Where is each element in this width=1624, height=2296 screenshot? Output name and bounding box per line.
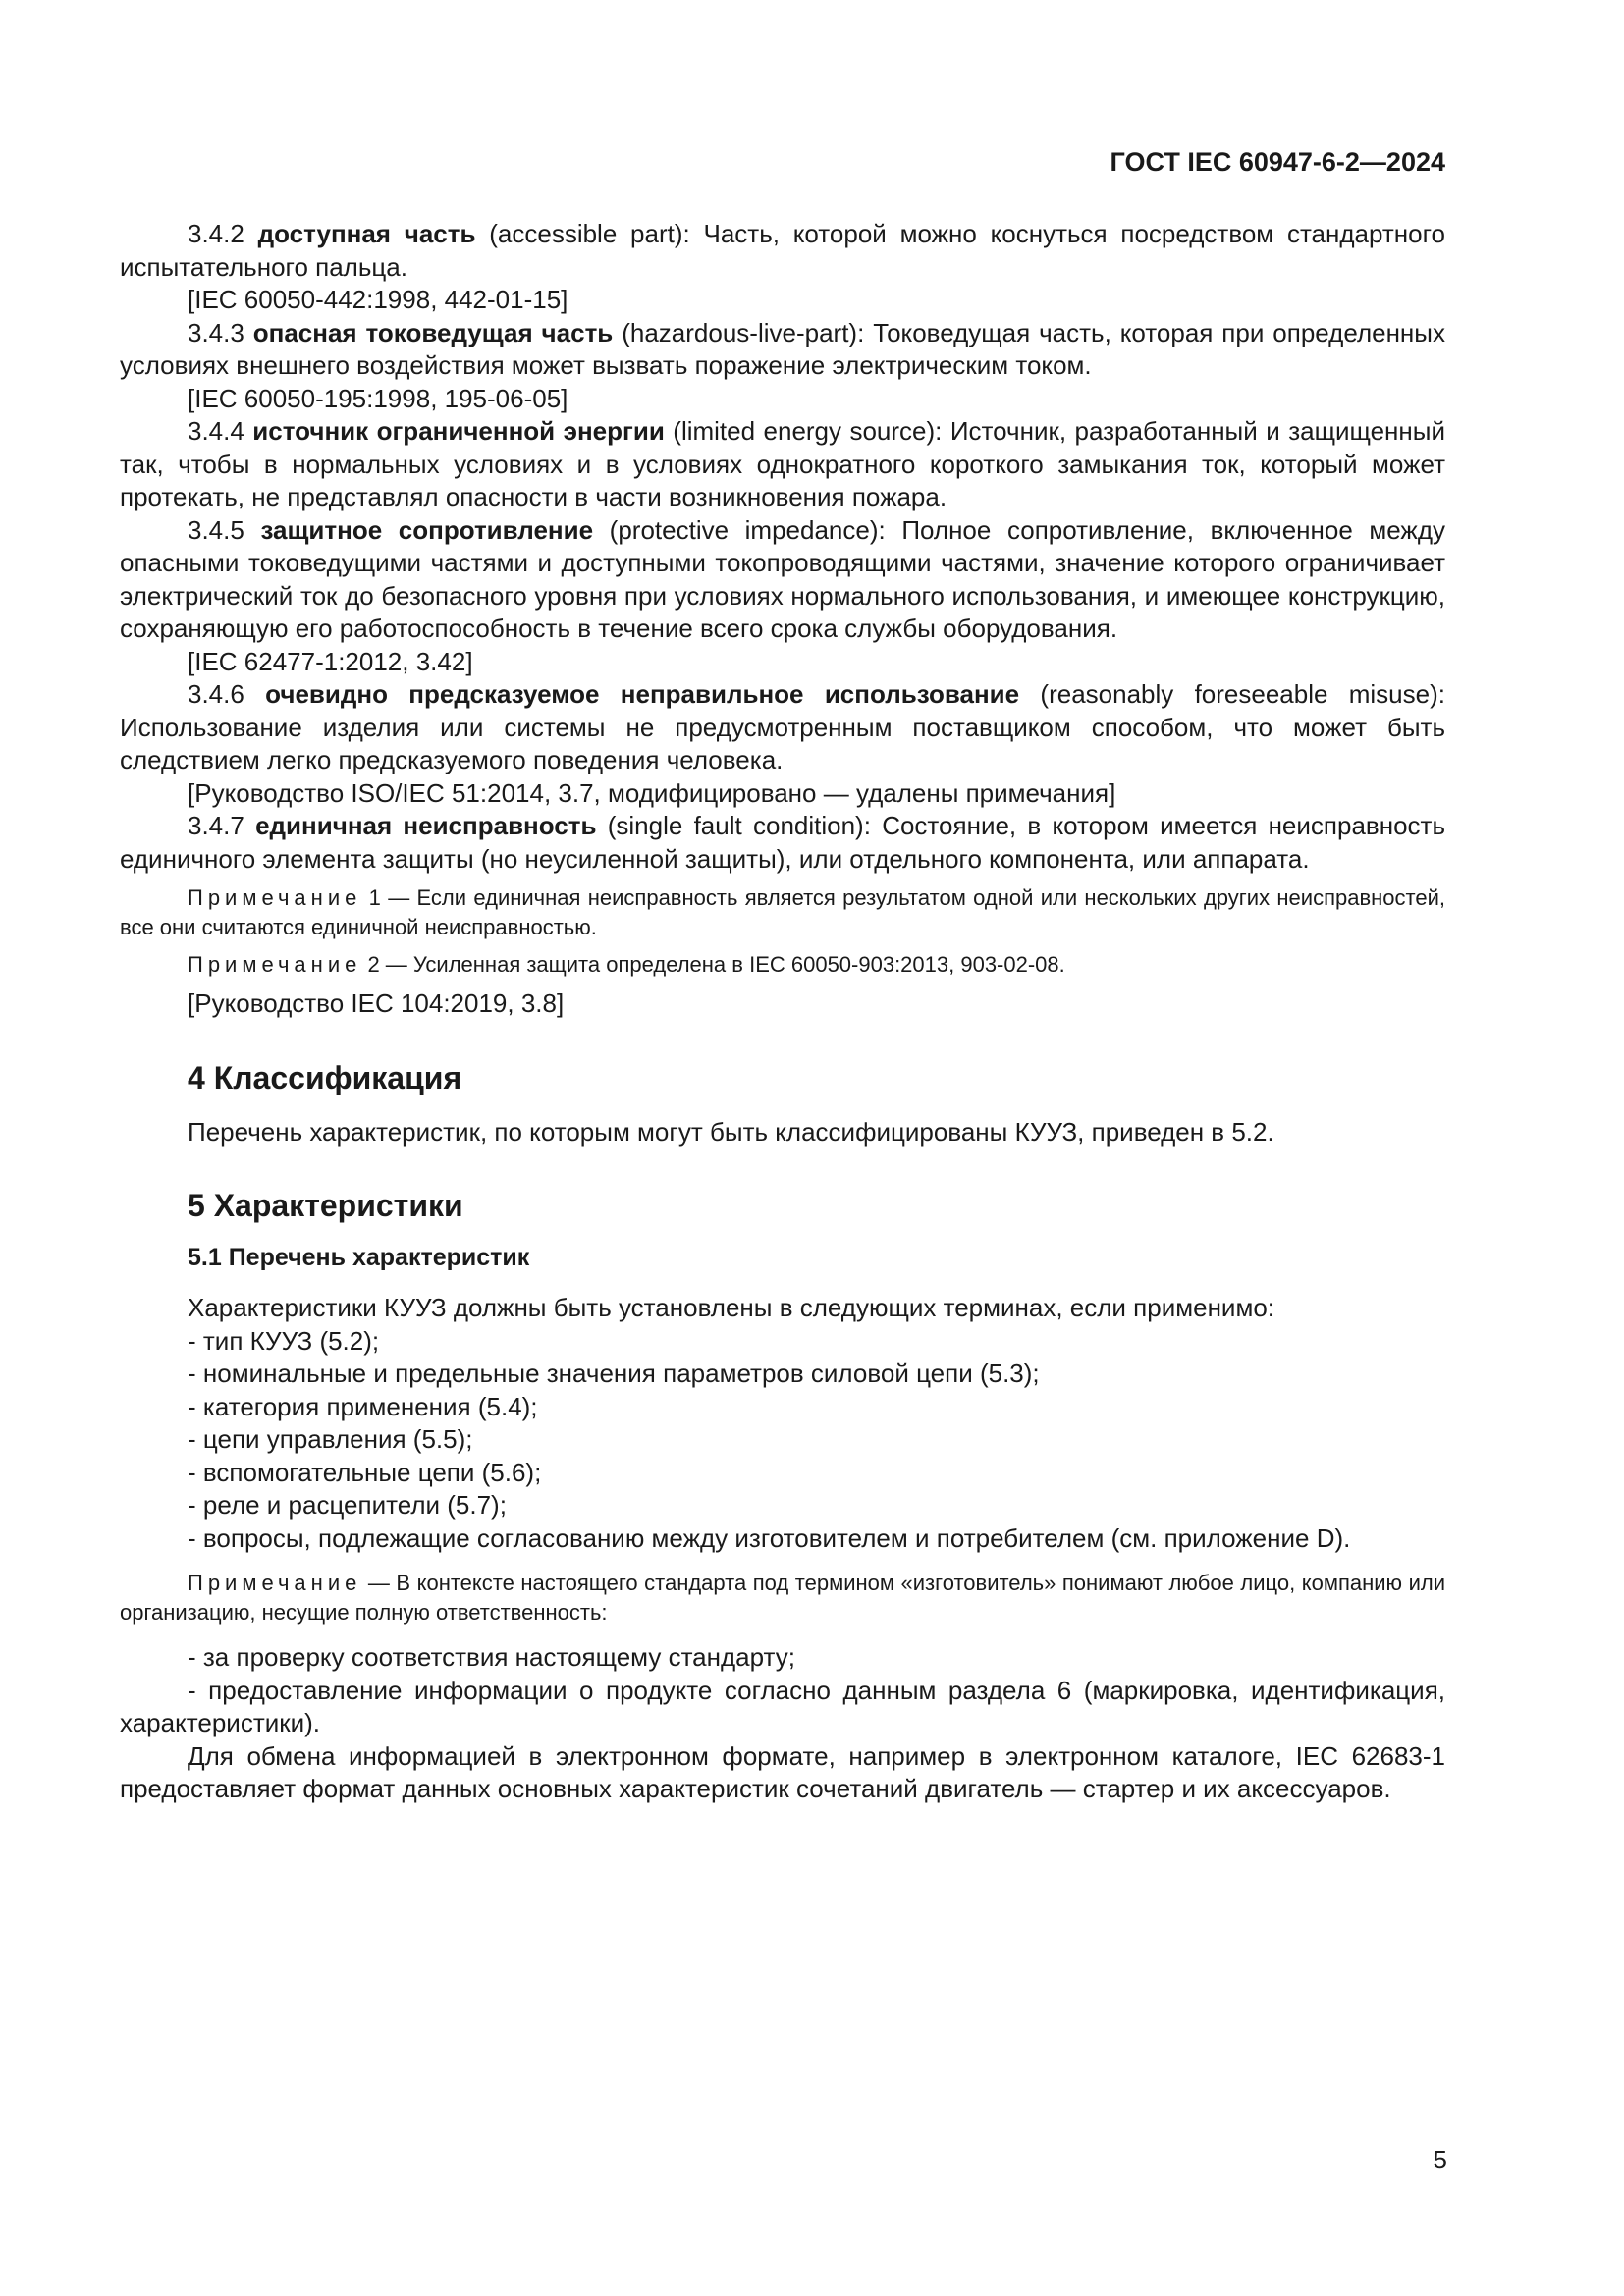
reference: [IEC 62477-1:2012, 3.42]: [188, 646, 473, 676]
list-item: - категория применения (5.4);: [188, 1391, 538, 1421]
subsection-5-1-heading: 5.1 Перечень характеристик: [188, 1244, 530, 1271]
term: очевидно предсказуемое неправильное использование: [265, 679, 1020, 709]
section-4-heading: 4 Классификация: [188, 1059, 462, 1095]
section-5-heading: 5 Характеристики: [188, 1188, 463, 1223]
list-item: - вопросы, подлежащие согласованию между изготовителем и потребителем (см. приложение D).: [188, 1522, 1351, 1553]
document-body: [120, 218, 1445, 1806]
term: опасная токоведущая часть: [252, 317, 614, 347]
reference: [IEC 60050-442:1998, 442-01-15]: [188, 285, 568, 314]
list-item: - за проверку соответствия настоящему стандарту;: [188, 1642, 795, 1672]
term: защитное сопротивление: [260, 514, 594, 545]
note-1: Примечание 1 — Если единичная неисправность является результатом одной или нескольких других неисправностей, все они считаются единичной неисправностью.: [120, 885, 1445, 939]
clause-3-4-2: 3.4.2 доступная часть (accessible part): Часть, которой можно коснуться посредством стандартного испытательного пальца.: [120, 219, 1445, 282]
section-4-text: Перечень характеристик, по которым могут быть классифицированы КУУЗ, приведен в 5.2.: [188, 1116, 1274, 1147]
clause-3-4-5: 3.4.5 защитное сопротивление (protective impedance): Полное сопротивление, включенное между опасными токоведущими частями и доступными токопроводящими частями, значение которого ограничивает электрический ток до безопасного уровня при условиях нормального использования, и имеющее конструкцию, сохраняющую его работоспособность в течение всего срока службы оборудования.: [120, 514, 1445, 643]
clause-3-4-6: 3.4.6 очевидно предсказуемое неправильное использование (reasonably foreseeable misuse): Использование изделия или системы не предусмотренным поставщиком способом, что может быть следствием легко предсказуемого поведения человека.: [120, 679, 1445, 774]
characteristics-list: [120, 1325, 1445, 1556]
term: единичная неисправность: [255, 811, 597, 840]
list-item: - тип КУУЗ (5.2);: [188, 1325, 380, 1356]
page-number: 5: [1433, 2145, 1447, 2174]
term: доступная часть: [257, 219, 476, 248]
note-manufacturer: Примечание — В контексте настоящего стандарта под термином «изготовитель» понимают любое лицо, компанию или организацию, несущие полную ответственность:: [120, 1571, 1445, 1625]
reference: [Руководство IEC 104:2019, 3.8]: [188, 988, 565, 1018]
list-item: - предоставление информации о продукте согласно данным раздела 6 (маркировка, идентификация, характеристики).: [120, 1675, 1445, 1737]
reference: [Руководство ISO/IEC 51:2014, 3.7, модифицировано — удалены примечания]: [188, 777, 1116, 808]
section-5-closing: Для обмена информацией в электронном формате, например в электронном каталоге, IEC 62683-1 предоставляет формат данных основных характеристик сочетаний двигатель — стартер и их аксессуаров.: [120, 1740, 1445, 1803]
clause-3-4-3: 3.4.3 опасная токоведущая часть (hazardous-live-part): Токоведущая часть, которая при определенных условиях внешнего воздействия может вызвать поражение электрическим током.: [120, 317, 1445, 380]
list-item: - вспомогательные цепи (5.6);: [188, 1457, 542, 1487]
reference: [IEC 60050-195:1998, 195-06-05]: [188, 383, 568, 413]
clause-3-4-7: 3.4.7 единичная неисправность (single fault condition): Состояние, в котором имеется неисправность единичного элемента защиты (но неусиленной защиты), или отдельного компонента, или аппарата.: [120, 811, 1445, 874]
clause-3-4-4: 3.4.4 источник ограниченной энергии (limited energy source): Источник, разработанный и защищенный так, чтобы в нормальных условиях и в условиях однократного короткого замыкания ток, который может протекать, не представлял опасности в части возникновения пожара.: [120, 416, 1445, 511]
list-item: - реле и расцепители (5.7);: [188, 1490, 507, 1520]
list-item: - номинальные и предельные значения параметров силовой цепи (5.3);: [188, 1359, 1040, 1388]
term: источник ограниченной энергии: [252, 416, 665, 446]
section-5-intro: Характеристики КУУЗ должны быть установлены в следующих терминах, если применимо:: [188, 1293, 1275, 1322]
note-2: Примечание 2 — Усиленная защита определена в IEC 60050-903:2013, 903-02-08.: [188, 952, 1065, 977]
standard-header: ГОСТ IEC 60947-6-2—2024: [1110, 147, 1445, 177]
list-item: - цепи управления (5.5);: [188, 1424, 473, 1454]
